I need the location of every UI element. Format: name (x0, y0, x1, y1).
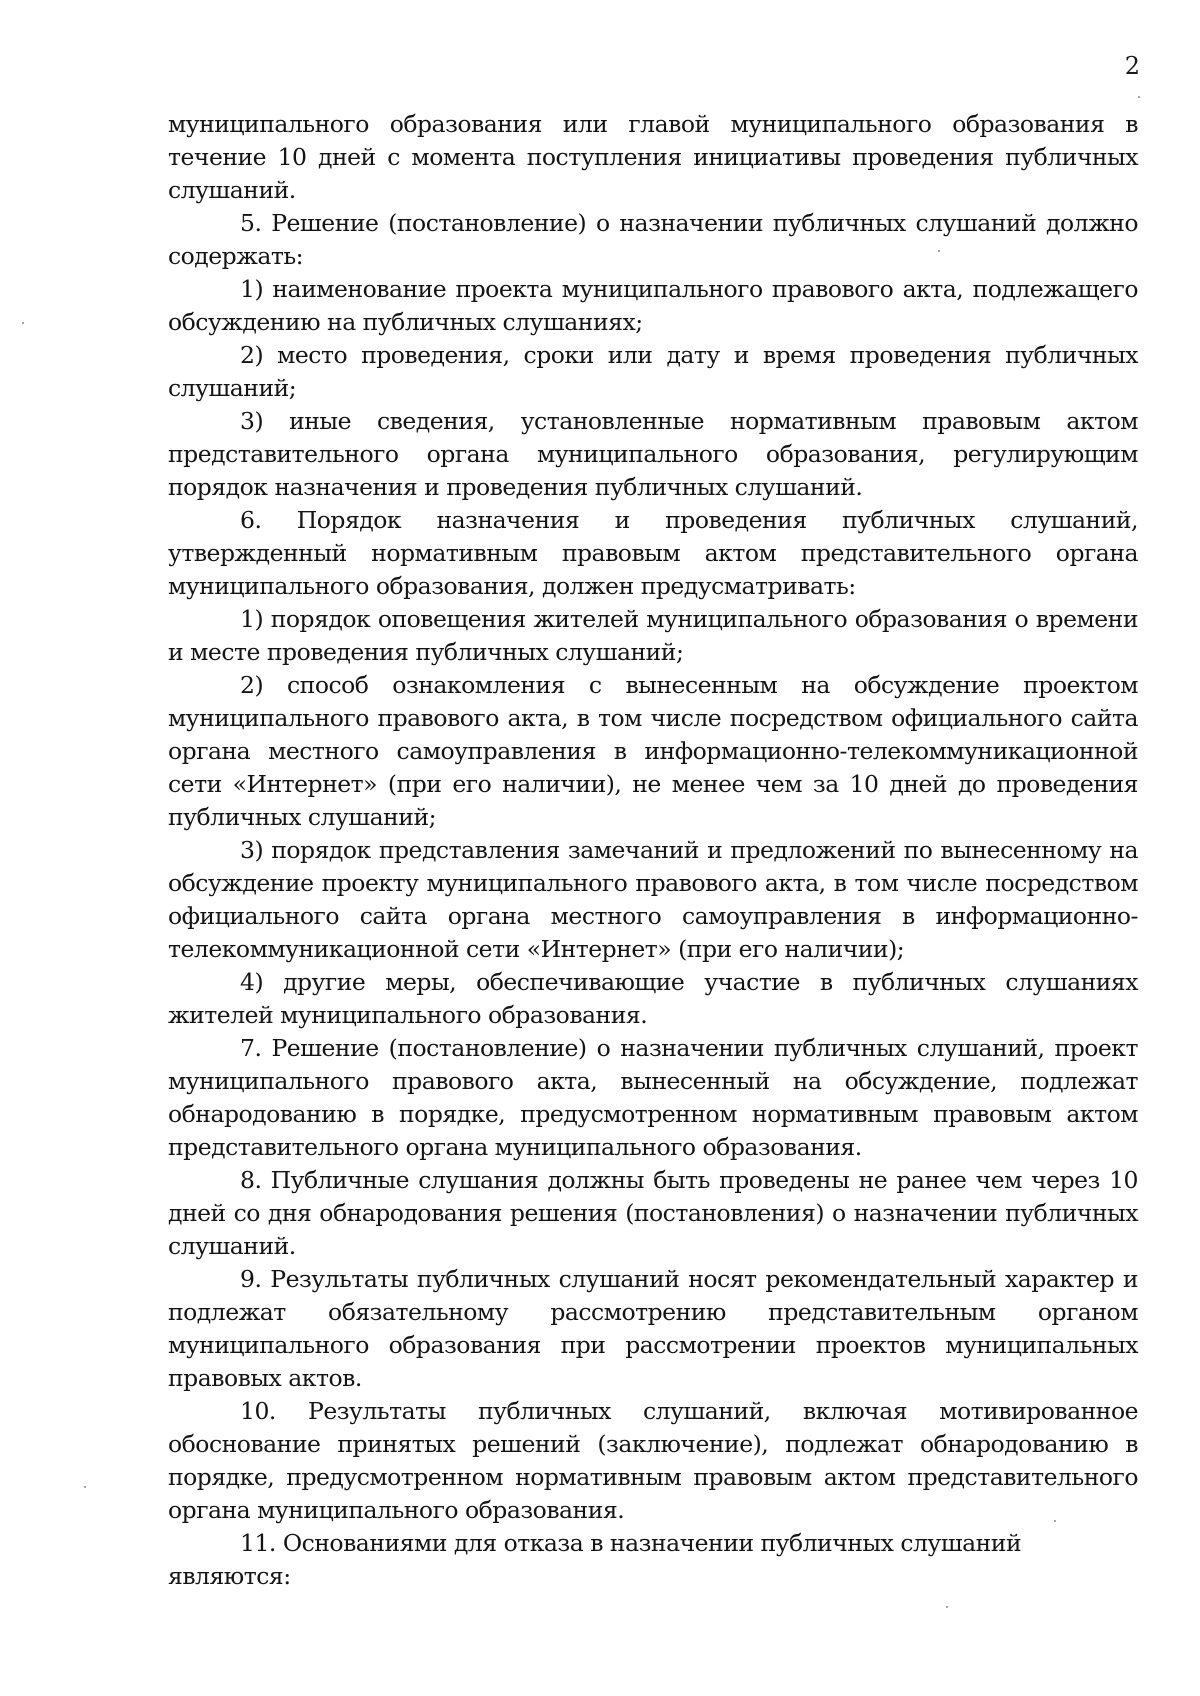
page-number: 2 (1124, 52, 1140, 80)
scan-speck (22, 322, 24, 324)
scan-speck (84, 1486, 86, 1488)
scan-speck (938, 250, 940, 252)
paragraph-item-11: 11. Основаниями для отказа в назначении публичных слушаний являются: (168, 1529, 1022, 1590)
paragraph-item-6-3: 3) порядок представления замечаний и предложений по вынесенному на обсуждение проекту муниципального правового акта, в том числе посредством официального сайта органа местного самоуправления в информационно-телекоммуникационной сети «Интернет» (при его наличии); (168, 836, 1138, 963)
paragraph-item-9: 9. Результаты публичных слушаний носят рекомендательный характер и подлежат обязательному рассмотрению представительным органом муниципального образования при рассмотрении проектов муниципальных правовых актов. (168, 1265, 1138, 1392)
scan-speck (946, 1606, 948, 1608)
paragraph-item-5-3: 3) иные сведения, установленные нормативным правовым актом представительного органа муниципального образования, регулирующим порядок назначения и проведения публичных слушаний. (168, 407, 1138, 501)
paragraph-continuation: муниципального образования или главой муниципального образования в течение 10 дней с момента поступления инициативы проведения публичных слушаний. (168, 110, 1138, 204)
paragraph-item-6-4: 4) другие меры, обеспечивающие участие в публичных слушаниях жителей муниципального образования. (168, 968, 1138, 1029)
paragraph-item-5: 5. Решение (постановление) о назначении публичных слушаний должно содержать: (168, 209, 1138, 270)
paragraph-item-8: 8. Публичные слушания должны быть проведены не ранее чем через 10 дней со дня обнародования решения (постановления) о назначении публичных слушаний. (168, 1166, 1138, 1260)
paragraph-item-5-1: 1) наименование проекта муниципального правового акта, подлежащего обсуждению на публичных слушаниях; (168, 275, 1138, 336)
paragraph-item-7: 7. Решение (постановление) о назначении публичных слушаний, проект муниципального правового акта, вынесенный на обсуждение, подлежат обнародованию в порядке, предусмотренном нормативным правовым актом представительного органа муниципального образования. (168, 1034, 1138, 1161)
paragraph-item-6-2: 2) способ ознакомления с вынесенным на обсуждение проектом муниципального правового акта, в том числе посредством официального сайта органа местного самоуправления в информационно-телекоммуникационной сети «Интернет» (при его наличии), не менее чем за 10 дней до проведения публичных слушаний; (168, 671, 1138, 831)
scan-speck (1138, 96, 1140, 98)
scan-speck (1054, 1520, 1056, 1522)
paragraph-item-10: 10. Результаты публичных слушаний, включая мотивированное обоснование принятых решений (заключение), подлежат обнародованию в порядке, предусмотренном нормативным правовым актом представительного органа муниципального образования. (168, 1397, 1138, 1524)
paragraph-item-6: 6. Порядок назначения и проведения публичных слушаний, утвержденный нормативным правовым актом представительного органа муниципального образования, должен предусматривать: (168, 506, 1138, 600)
document-body (168, 108, 1138, 1593)
paragraph-item-6-1: 1) порядок оповещения жителей муниципального образования о времени и месте проведения публичных слушаний; (168, 605, 1138, 666)
paragraph-item-5-2: 2) место проведения, сроки или дату и время проведения публичных слушаний; (168, 341, 1138, 402)
